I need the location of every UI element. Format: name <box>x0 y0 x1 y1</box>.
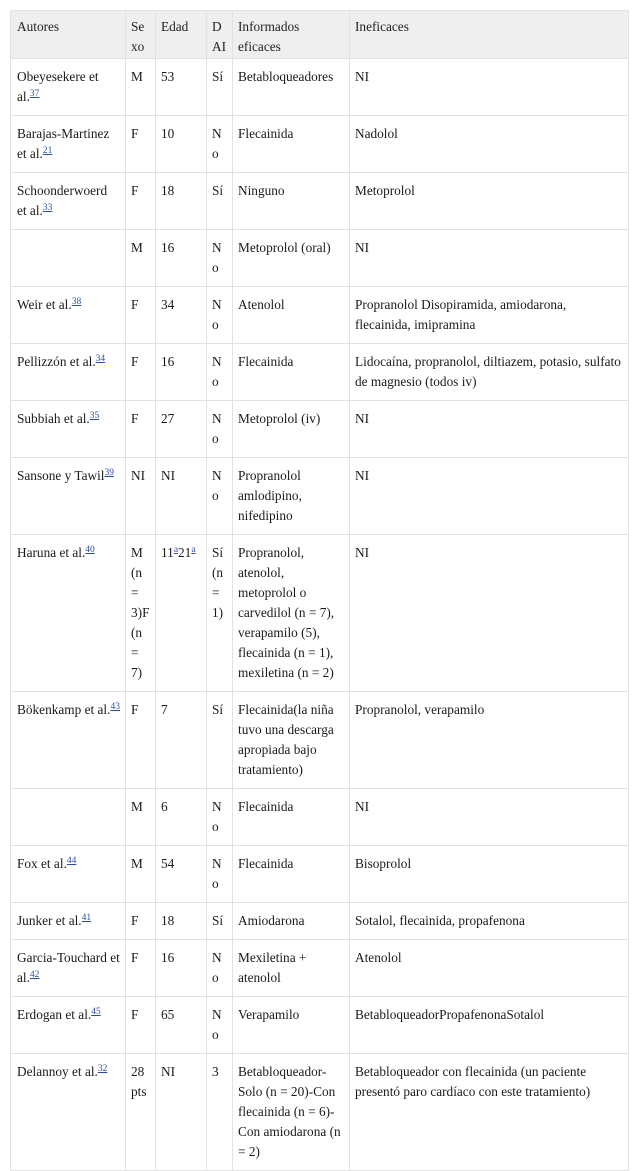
table-row <box>11 344 629 401</box>
cell-eficaces: Amiodarona <box>233 903 350 940</box>
cell-eficaces: Flecainida <box>233 789 350 846</box>
cell-dai: No <box>207 458 233 535</box>
reference-link[interactable]: 40 <box>85 545 95 555</box>
reference-link[interactable]: 34 <box>95 354 106 364</box>
cell-dai: No <box>207 997 233 1054</box>
author-text: Delannoy et al. <box>17 1064 98 1079</box>
cell-dai: No <box>207 940 233 997</box>
author-text: Subbiah et al. <box>17 411 90 426</box>
cell-edad: 16 <box>156 230 207 287</box>
cell-autores <box>11 903 126 940</box>
header-row <box>11 11 629 59</box>
cell-autores <box>11 173 126 230</box>
reference-link[interactable]: 37 <box>29 89 40 99</box>
cell-eficaces: Flecainida(la niña tuvo una descarga apropiada bajo tratamiento) <box>233 692 350 789</box>
reference-link[interactable]: 21 <box>42 146 53 156</box>
cell-edad: NI <box>156 458 207 535</box>
cell-autores <box>11 997 126 1054</box>
cell-ineficaces: NI <box>350 535 629 692</box>
cell-edad: 53 <box>156 59 207 116</box>
cell-ineficaces: Betabloqueador con flecainida (un paciente presentó paro cardíaco con este tratamiento) <box>350 1054 629 1171</box>
reference-link[interactable]: 45 <box>91 1007 101 1017</box>
cell-edad: 27 <box>156 401 207 458</box>
cell-edad: 16 <box>156 344 207 401</box>
cell-sexo: M (n = 3)F (n = 7) <box>126 535 156 692</box>
edad-value: 21 <box>178 545 192 560</box>
header-eficaces: Informados eficaces <box>233 11 350 59</box>
cell-ineficaces: NI <box>350 59 629 116</box>
cell-ineficaces: NI <box>350 458 629 535</box>
table-row <box>11 940 629 997</box>
author-text: Fox et al. <box>17 856 67 871</box>
cell-edad: 34 <box>156 287 207 344</box>
cell-edad <box>156 535 207 692</box>
cell-eficaces: Atenolol <box>233 287 350 344</box>
reference-link[interactable]: 42 <box>29 970 40 980</box>
cell-eficaces: Ninguno <box>233 173 350 230</box>
table-row <box>11 789 629 846</box>
cell-sexo: NI <box>126 458 156 535</box>
cell-autores <box>11 535 126 692</box>
cell-sexo: F <box>126 116 156 173</box>
table-row <box>11 287 629 344</box>
cell-edad: 6 <box>156 789 207 846</box>
cell-sexo: M <box>126 230 156 287</box>
cell-autores <box>11 401 126 458</box>
cell-edad: 16 <box>156 940 207 997</box>
cell-sexo: F <box>126 940 156 997</box>
cell-edad: 18 <box>156 903 207 940</box>
cell-edad: 65 <box>156 997 207 1054</box>
cell-dai: No <box>207 116 233 173</box>
table-row <box>11 458 629 535</box>
author-text: Weir et al. <box>17 297 72 312</box>
header-edad: Edad <box>156 11 207 59</box>
cell-sexo: F <box>126 401 156 458</box>
cell-edad: 10 <box>156 116 207 173</box>
author-text: Bökenkamp et al. <box>17 702 111 717</box>
cell-ineficaces: NI <box>350 230 629 287</box>
cell-ineficaces: Nadolol <box>350 116 629 173</box>
table-row <box>11 401 629 458</box>
cell-dai: No <box>207 344 233 401</box>
cell-eficaces: Propranolol amlodipino, nifedipino <box>233 458 350 535</box>
cell-sexo: F <box>126 287 156 344</box>
cell-eficaces: Betabloqueadores <box>233 59 350 116</box>
cell-eficaces: Flecainida <box>233 116 350 173</box>
table-row <box>11 230 629 287</box>
cell-sexo: 28 pts <box>126 1054 156 1171</box>
cell-edad: NI <box>156 1054 207 1171</box>
edad-value: 11 <box>161 545 174 560</box>
cell-eficaces: Metoprolol (oral) <box>233 230 350 287</box>
footnote-link[interactable]: a <box>191 545 196 555</box>
cell-dai: No <box>207 789 233 846</box>
cell-dai: No <box>207 846 233 903</box>
cell-sexo: F <box>126 344 156 401</box>
cell-ineficaces: Bisoprolol <box>350 846 629 903</box>
reference-link[interactable]: 41 <box>81 913 92 923</box>
cell-autores <box>11 789 126 846</box>
cell-sexo: M <box>126 59 156 116</box>
cell-autores <box>11 692 126 789</box>
cell-ineficaces: BetabloqueadorPropafenonaSotalol <box>350 997 629 1054</box>
cell-ineficaces: Propranolol Disopiramida, amiodarona, flecainida, imipramina <box>350 287 629 344</box>
header-dai: DAI <box>207 11 233 59</box>
cell-sexo: M <box>126 789 156 846</box>
author-text: Junker et al. <box>17 913 82 928</box>
cell-dai: No <box>207 230 233 287</box>
reference-link[interactable]: 44 <box>66 856 77 866</box>
cell-ineficaces: Sotalol, flecainida, propafenona <box>350 903 629 940</box>
cell-edad: 54 <box>156 846 207 903</box>
cell-autores <box>11 458 126 535</box>
cell-autores <box>11 116 126 173</box>
cell-sexo: F <box>126 997 156 1054</box>
cell-eficaces: Flecainida <box>233 846 350 903</box>
drug-table <box>10 10 629 1171</box>
cell-sexo: F <box>126 692 156 789</box>
author-text: Garcia-Touchard et al. <box>17 950 120 985</box>
reference-link[interactable]: 33 <box>42 203 53 213</box>
cell-autores <box>11 230 126 287</box>
header-ineficaces: Ineficaces <box>350 11 629 59</box>
cell-dai: No <box>207 401 233 458</box>
table-row <box>11 59 629 116</box>
cell-dai: Sí <box>207 692 233 789</box>
table-row <box>11 173 629 230</box>
cell-eficaces: Mexiletina + atenolol <box>233 940 350 997</box>
table-row <box>11 997 629 1054</box>
cell-ineficaces: NI <box>350 401 629 458</box>
cell-eficaces: Betabloqueador-Solo (n = 20)-Con flecainida (n = 6)- Con amiodarona (n = 2) <box>233 1054 350 1171</box>
reference-link[interactable]: 32 <box>97 1064 108 1074</box>
footnote-link[interactable]: a <box>173 545 179 555</box>
table-row <box>11 535 629 692</box>
cell-ineficaces: Lidocaína, propranolol, diltiazem, potasio, sulfato de magnesio (todos iv) <box>350 344 629 401</box>
cell-eficaces: Propranolol, atenolol, metoprolol o carvedilol (n = 7), verapamilo (5), flecainida (n = 1), mexiletina (n = 2) <box>233 535 350 692</box>
cell-dai: Sí (n = 1) <box>207 535 233 692</box>
cell-sexo: F <box>126 173 156 230</box>
author-text: Barajas-Martinez et al. <box>17 126 110 161</box>
author-text: Pellizzón et al. <box>17 354 96 369</box>
reference-link[interactable]: 35 <box>89 411 100 421</box>
cell-autores <box>11 59 126 116</box>
cell-autores <box>11 846 126 903</box>
cell-sexo: M <box>126 846 156 903</box>
table-row <box>11 116 629 173</box>
header-autores: Autores <box>11 11 126 59</box>
cell-dai: 3 <box>207 1054 233 1171</box>
cell-eficaces: Metoprolol (iv) <box>233 401 350 458</box>
reference-link[interactable]: 43 <box>110 702 120 712</box>
cell-autores <box>11 1054 126 1171</box>
author-text: Schoonderwoerd et al. <box>17 183 108 218</box>
table-row <box>11 903 629 940</box>
reference-link[interactable]: 39 <box>104 468 114 478</box>
table-row <box>11 846 629 903</box>
cell-dai: Sí <box>207 59 233 116</box>
author-text: Obeyesekere et al. <box>17 69 99 104</box>
cell-autores <box>11 344 126 401</box>
author-text: Haruna et al. <box>17 545 86 560</box>
author-text: Sansone y Tawil <box>17 468 105 483</box>
cell-autores <box>11 940 126 997</box>
cell-dai: Sí <box>207 173 233 230</box>
table-row <box>11 692 629 789</box>
cell-eficaces: Verapamilo <box>233 997 350 1054</box>
header-sexo: Sexo <box>126 11 156 59</box>
cell-edad: 18 <box>156 173 207 230</box>
cell-ineficaces: Atenolol <box>350 940 629 997</box>
cell-ineficaces: NI <box>350 789 629 846</box>
cell-dai: No <box>207 287 233 344</box>
cell-sexo: F <box>126 903 156 940</box>
cell-autores <box>11 287 126 344</box>
cell-ineficaces: Propranolol, verapamilo <box>350 692 629 789</box>
cell-edad: 7 <box>156 692 207 789</box>
cell-ineficaces: Metoprolol <box>350 173 629 230</box>
reference-link[interactable]: 38 <box>71 297 82 307</box>
cell-dai: Sí <box>207 903 233 940</box>
table-row <box>11 1054 629 1171</box>
author-text: Erdogan et al. <box>17 1007 92 1022</box>
cell-eficaces: Flecainida <box>233 344 350 401</box>
